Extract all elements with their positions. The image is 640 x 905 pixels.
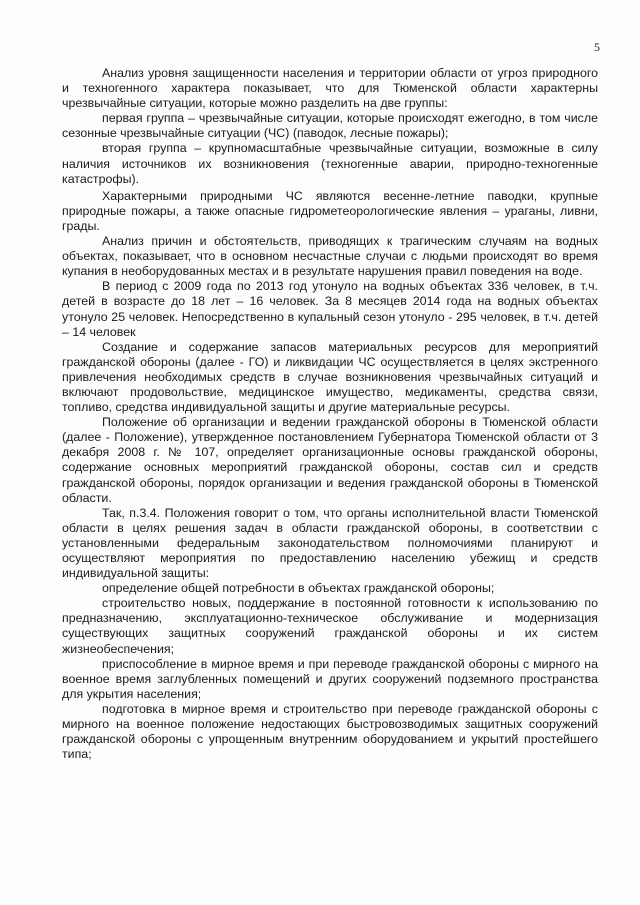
paragraph-5: Анализ причин и обстоятельств, приводящих к трагическим случаям на водных объектах, показывает, что в основном несчастные случаи с людьми происходят во время купания в необорудованных местах и в результате нарушения правил поведения на воде.	[62, 234, 598, 279]
document-body	[62, 66, 598, 762]
paragraph-11: строительство новых, поддержание в постоянной готовности к использованию по предназначению, эксплуатационно-техническое обслуживание и модернизация существующих защитных сооружений гражданской обороны и их систем жизнеобеспечения;	[62, 596, 598, 656]
paragraph-7: Создание и содержание запасов материальных ресурсов для мероприятий гражданской обороны (далее - ГО) и ликвидации ЧС осуществляется в целях экстренного привлечения необходимых средств в случае возникновения чрезвычайных ситуаций и включают продовольствие, медицинское имущество, медикаменты, средства связи, топливо, средства индивидуальной защиты и другие материальные ресурсы.	[62, 339, 598, 415]
paragraph-13: подготовка в мирное время и строительство при переводе гражданской обороны с мирного на военное положение недостающих быстровозводимых защитных сооружений гражданской обороны с упрощенным внутренним оборудованием и укрытий простейшего типа;	[62, 701, 598, 762]
page-number: 5	[594, 40, 600, 54]
paragraph-2: первая группа – чрезвычайные ситуации, которые происходят ежегодно, в том числе сезонные чрезвычайные ситуации (ЧС) (паводок, лесные пожары);	[62, 111, 598, 141]
paragraph-12: приспособление в мирное время и при переводе гражданской обороны с мирного на военное время заглубленных помещений и других сооружений подземного пространства для укрытия населения;	[62, 656, 598, 701]
paragraph-4: Характерными природными ЧС являются весенне-летние паводки, крупные природные пожары, а также опасные гидрометеорологические явления – ураганы, ливни, грады.	[62, 188, 598, 233]
paragraph-1: Анализ уровня защищенности населения и территории области от угроз природного и техногенного характера показывает, что для Тюменской области характерны чрезвычайные ситуации, которые можно разделить на две группы:	[62, 66, 598, 111]
paragraph-6: В период с 2009 года по 2013 год утонуло на водных объектах 336 человек, в т.ч. детей в возрасте до 18 лет – 16 человек. За 8 месяцев 2014 года на водных объектах утонуло 25 человек. Непосредственно в купальный сезон утонуло - 295 человек, в т.ч. детей – 14 человек	[62, 279, 598, 339]
paragraph-9: Так, п.3.4. Положения говорит о том, что органы исполнительной власти Тюменской области в целях решения задач в области гражданской обороны, в соответствии с установленными федеральным законодательством полномочиями планируют и осуществляют мероприятия по предоставлению населению убежищ и средств индивидуальной защиты:	[62, 505, 598, 581]
paragraph-8: Положение об организации и ведении гражданской обороны в Тюменской области (далее - Положение), утвержденное постановлением Губернатора Тюменской области от 3 декабря 2008 г. № 107, определяет организационные основы гражданской обороны, содержание основных мероприятий гражданской обороны, состав сил и средств гражданской обороны, порядок организации и ведения гражданской обороны в Тюменской области.	[62, 415, 598, 505]
paragraph-10: определение общей потребности в объектах гражданской обороны;	[102, 581, 495, 596]
paragraph-3: вторая группа – крупномасштабные чрезвычайные ситуации, возможные в силу наличия источников их возникновения (техногенные аварии, природно-техногенные катастрофы).	[62, 141, 598, 186]
